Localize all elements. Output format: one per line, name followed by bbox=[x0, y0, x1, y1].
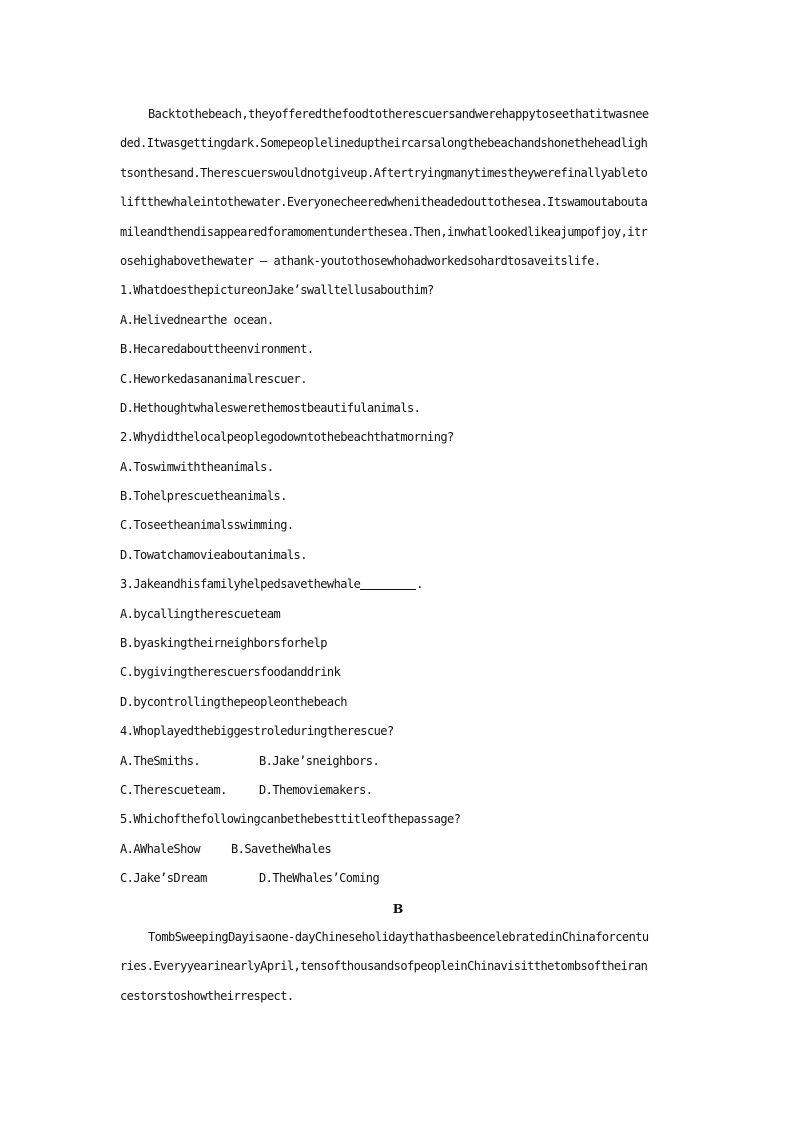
section-heading: B bbox=[392, 900, 404, 916]
option-c: C.Toseetheanimalsswimming. bbox=[120, 518, 294, 533]
question-stem: 5.Whichofthefollowingcanbethebesttitleofthepassage? bbox=[120, 812, 461, 827]
question-5 bbox=[120, 805, 676, 893]
option-d: D.bycontrollingthepeopleonthebeach bbox=[120, 694, 347, 709]
option-c: C.bygivingtherescuersfoodanddrink bbox=[120, 665, 341, 680]
passage-line: osehighabovethewater — athank-youtothosewhohadworkedsohardtosaveitslife. bbox=[120, 253, 601, 268]
option-a: A.Helivednearthe ocean. bbox=[120, 312, 274, 327]
option-row bbox=[120, 835, 676, 864]
option-c: C.Jake’sDream bbox=[120, 871, 207, 886]
option-b: B.byaskingtheirneighborsforhelp bbox=[120, 636, 327, 651]
stem-text: 3.Jakeandhisfamilyhelpedsavethewhale bbox=[120, 577, 361, 592]
question-stem: 1.WhatdoesthepictureonJake’swalltellusabouthim? bbox=[120, 283, 434, 298]
passage-line: ries.EveryyearinearlyApril,tensofthousandsofpeopleinChinavisitthetombsoftheiran bbox=[120, 959, 648, 974]
stem-end: . bbox=[416, 577, 423, 592]
question-stem bbox=[120, 570, 676, 599]
option-d: D.Towatchamovieaboutanimals. bbox=[120, 547, 307, 562]
option-a: A.Toswimwiththeanimals. bbox=[120, 459, 274, 474]
option-a: A.TheSmiths. bbox=[120, 753, 201, 768]
option-b: B.Hecaredabouttheenvironment. bbox=[120, 342, 314, 357]
option-c: C.Therescueteam. bbox=[120, 782, 227, 797]
passage-line: Backtothebeach,theyofferedthefoodtotherescuersandwerehappytoseethatitwasnee bbox=[148, 107, 649, 121]
passage-line: mileandthendisappearedforamomentunderthesea.Then,inwhatlookedlikeajumpofjoy,itr bbox=[120, 224, 648, 239]
option-b: B.Jake’sneighbors. bbox=[259, 753, 380, 768]
question-3 bbox=[120, 570, 676, 717]
passage-line: tsonthesand.Therescuerswouldnotgiveup.Aftertryingmanytimestheywerefinallyableto bbox=[120, 165, 648, 180]
option-b: B.Tohelprescuetheanimals. bbox=[120, 489, 287, 504]
question-4 bbox=[120, 717, 676, 805]
document-page bbox=[120, 100, 676, 1011]
option-a: A.bycallingtherescueteam bbox=[120, 606, 281, 621]
option-d: D.Hethoughtwhaleswerethemostbeautifulanimals. bbox=[120, 400, 421, 415]
passage-b bbox=[120, 923, 676, 1011]
option-c: C.Heworkedasananimalrescuer. bbox=[120, 371, 307, 386]
question-1 bbox=[120, 276, 676, 423]
passage-line: TombSweepingDayisaone-dayChineseholidaythathasbeencelebratedinChinaforcentu bbox=[148, 929, 649, 944]
passage-line: cestorstoshowtheirrespect. bbox=[120, 988, 294, 1003]
option-d: D.Themoviemakers. bbox=[259, 782, 373, 797]
answer-blank bbox=[360, 576, 416, 590]
option-row bbox=[120, 864, 676, 893]
question-stem: 2.Whydidthelocalpeoplegodowntothebeachthatmorning? bbox=[120, 430, 454, 445]
question-2 bbox=[120, 423, 676, 570]
passage-line: ded.Itwasgettingdark.Somepeoplelineduptheircarsalongthebeachandshonetheheadligh bbox=[120, 136, 648, 151]
option-row bbox=[120, 776, 676, 805]
passage-a bbox=[120, 100, 676, 276]
option-b: B.SavetheWhales bbox=[231, 841, 332, 856]
question-stem: 4.Whoplayedthebiggestroleduringtherescue? bbox=[120, 724, 394, 739]
option-a: A.AWhaleShow bbox=[120, 841, 201, 856]
option-row bbox=[120, 747, 676, 776]
option-d: D.TheWhales’Coming bbox=[259, 871, 380, 886]
passage-line: liftthewhaleintothewater.Everyonecheeredwhenitheadedouttothesea.Itswamoutabouta bbox=[120, 195, 648, 210]
